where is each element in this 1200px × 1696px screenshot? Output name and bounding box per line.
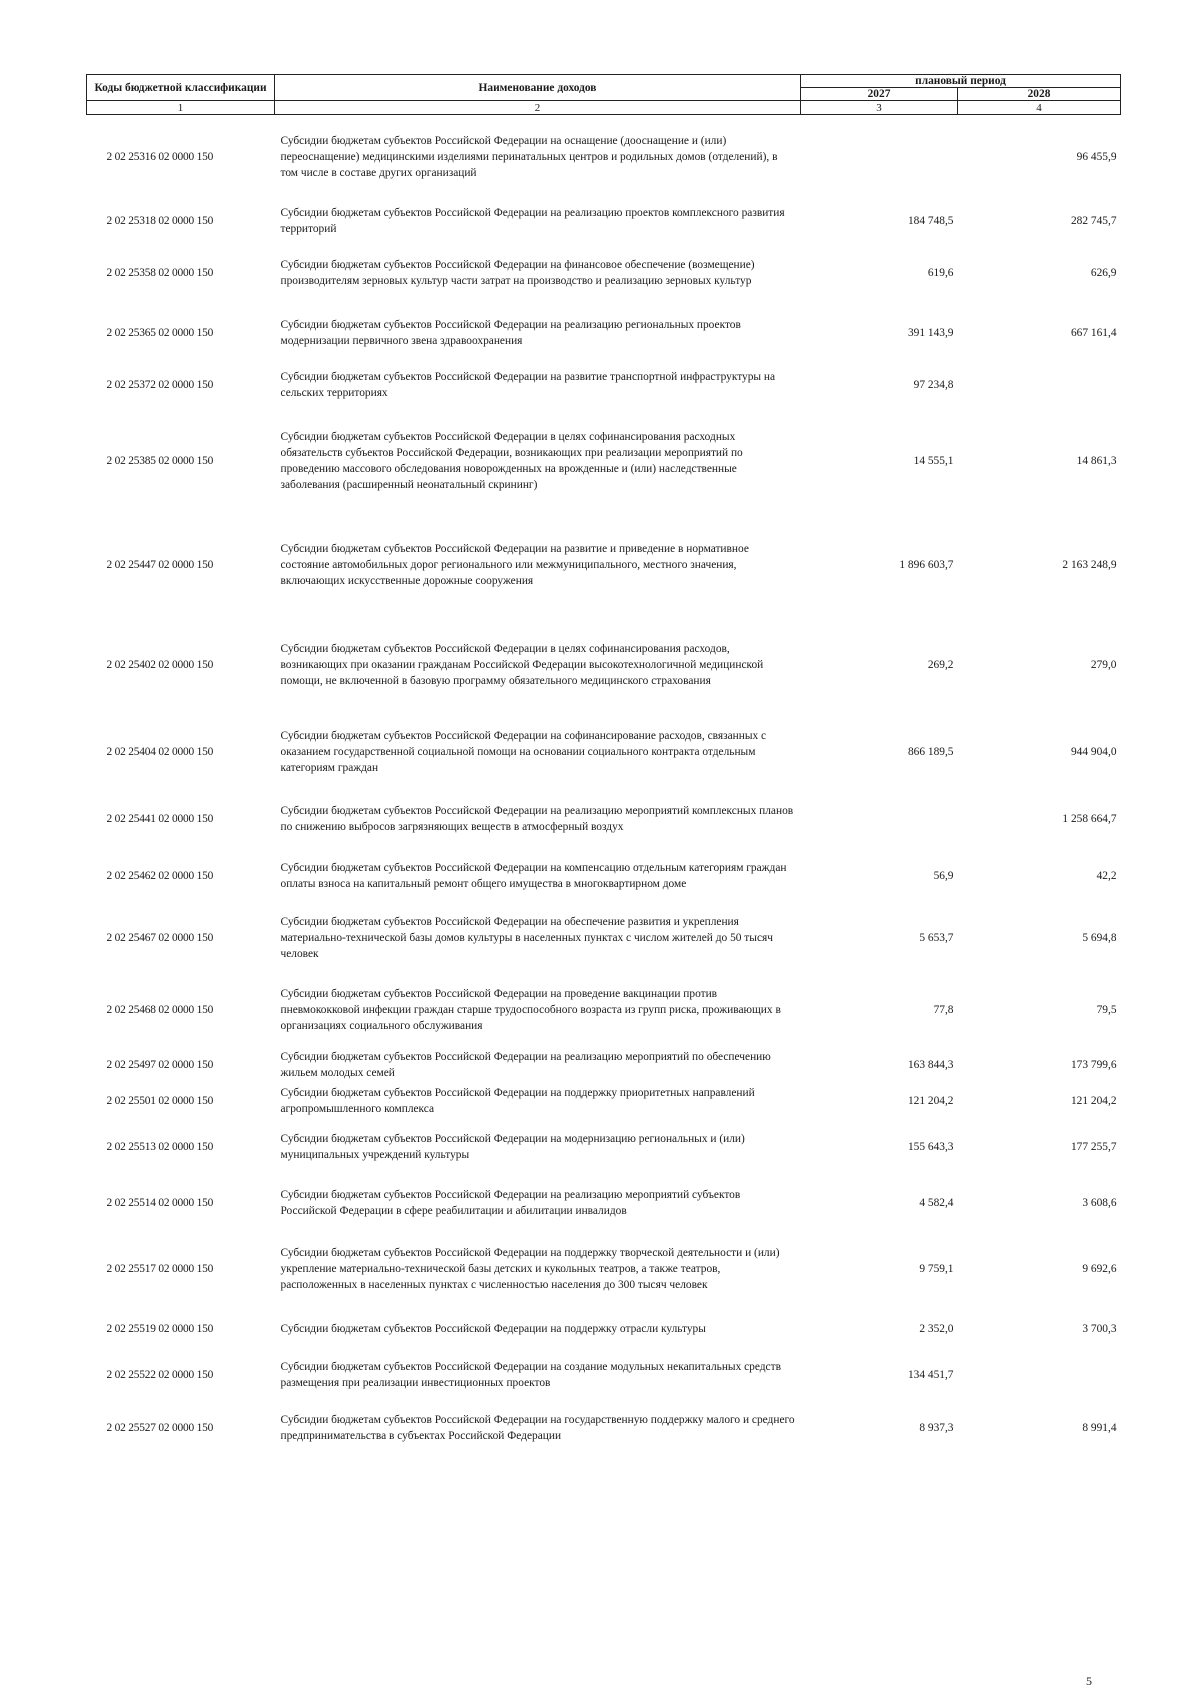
row-value-2027: 9 759,1	[919, 1262, 954, 1275]
row-value-2027: 163 844,3	[907, 1058, 954, 1071]
row-value-2028: 2 163 248,9	[1062, 559, 1117, 571]
row-value-2027: 619,6	[927, 266, 954, 279]
table-header	[87, 75, 1121, 115]
row-value-2028: 9 692,6	[1082, 1262, 1117, 1275]
row-name: Субсидии бюджетам субъектов Российской Федерации на развитие и приведение в нормативное состояние автомобильных дорог регионального или межмуниципального, местного значения, включающих искусственные дорожные сооружения	[280, 543, 749, 587]
table-row	[87, 1048, 1121, 1082]
row-value-2027: 1 896 603,7	[899, 559, 954, 571]
row-name: Субсидии бюджетам субъектов Российской Федерации на реализацию мероприятий субъектов Российской Федерации в сфере реабилитации и абилитации инвалидов	[280, 1188, 741, 1217]
header-year-2028: 2028	[958, 88, 1121, 101]
table-row	[87, 1232, 1121, 1306]
table-row	[87, 1398, 1121, 1459]
row-value-2028: 282 745,7	[1070, 214, 1117, 227]
row-code: 2 02 25316 02 0000 150	[106, 150, 214, 163]
table-row	[87, 115, 1121, 199]
row-value-2028: 944 904,0	[1070, 746, 1117, 758]
row-value-2027: 4 582,4	[919, 1196, 954, 1209]
row-code: 2 02 25501 02 0000 150	[106, 1094, 214, 1107]
row-name: Субсидии бюджетам субъектов Российской Федерации на поддержку отрасли культуры	[280, 1322, 706, 1335]
row-value-2027: 184 748,5	[907, 214, 954, 227]
row-value-2027: 97 234,8	[913, 379, 954, 391]
row-value-2027: 56,9	[933, 869, 954, 882]
row-code: 2 02 25402 02 0000 150	[106, 659, 214, 671]
row-name: Субсидии бюджетам субъектов Российской Федерации на компенсацию отдельным категориям граждан оплаты взноса на капитальный ремонт общего имущества в многоквартирном доме	[280, 861, 787, 890]
row-name: Субсидии бюджетам субъектов Российской Федерации на проведение вакцинации против пневмококковой инфекции граждан старше трудоспособного возраста из групп риска, проживающих в организациях социального обслуживания	[280, 987, 781, 1032]
table-body	[87, 115, 1121, 1459]
row-name: Субсидии бюджетам субъектов Российской Федерации на поддержку творческой деятельности и (или) укрепление материально-технической базы детских и кукольных театров, а также театров, расположенных в населенных пунктах с численностью населения до 300 тысяч человек	[280, 1246, 780, 1291]
row-value-2028: 173 799,6	[1070, 1058, 1117, 1071]
row-code: 2 02 25497 02 0000 150	[106, 1058, 214, 1071]
row-value-2027: 134 451,7	[907, 1368, 954, 1381]
row-code: 2 02 25468 02 0000 150	[106, 1003, 214, 1016]
row-value-2027	[801, 115, 958, 199]
row-value-2028: 1 258 664,7	[1062, 812, 1117, 825]
table-row	[87, 616, 1121, 715]
row-code: 2 02 25527 02 0000 150	[106, 1422, 214, 1434]
row-name: Субсидии бюджетам субъектов Российской Федерации на модернизацию региональных и (или) муниципальных учреждений культуры	[280, 1132, 745, 1161]
row-value-2027: 121 204,2	[907, 1094, 954, 1107]
table-row	[87, 363, 1121, 408]
row-value-2028: 667 161,4	[1070, 326, 1117, 339]
row-code: 2 02 25365 02 0000 150	[106, 326, 214, 339]
row-code: 2 02 25447 02 0000 150	[106, 559, 214, 571]
row-code: 2 02 25514 02 0000 150	[106, 1196, 214, 1209]
row-name: Субсидии бюджетам субъектов Российской Федерации на обеспечение развития и укрепления материально-технической базы домов культуры в населенных пунктах с числом жителей до 50 тысяч человек	[280, 915, 773, 960]
row-name: Субсидии бюджетам субъектов Российской Федерации на создание модульных некапитальных средств размещения при реализации инвестиционных проектов	[280, 1360, 781, 1389]
column-number-4: 4	[958, 101, 1121, 115]
row-name: Субсидии бюджетам субъектов Российской Федерации на оснащение (дооснащение и (или) переоснащение) медицинскими изделиями перинатальных центров и родильных домов (отделений), в том числе в составе других организаций	[280, 134, 778, 179]
row-name: Субсидии бюджетам субъектов Российской Федерации на государственную поддержку малого и среднего предпринимательства в субъектах Российской Федерации	[280, 1414, 795, 1442]
table-row	[87, 1120, 1121, 1174]
table-row	[87, 1306, 1121, 1352]
row-value-2027: 8 937,3	[919, 1422, 954, 1434]
row-name: Субсидии бюджетам субъектов Российской Федерации на реализацию региональных проектов модернизации первичного звена здравоохранения	[280, 318, 741, 347]
row-value-2027: 2 352,0	[919, 1322, 954, 1335]
row-name: Субсидии бюджетам субъектов Российской Федерации на реализацию мероприятий комплексных планов по снижению выбросов загрязняющих веществ в атмосферный воздух	[280, 804, 794, 833]
header-year-2027: 2027	[801, 88, 958, 101]
row-name: Субсидии бюджетам субъектов Российской Федерации на поддержку приоритетных направлений агропромышленного комплекса	[280, 1086, 755, 1115]
row-code: 2 02 25441 02 0000 150	[106, 812, 214, 825]
table-row	[87, 848, 1121, 904]
row-value-2028: 79,5	[1096, 1003, 1117, 1016]
column-number-1: 1	[87, 101, 275, 115]
row-value-2028: 42,2	[1096, 869, 1117, 882]
row-code: 2 02 25522 02 0000 150	[106, 1368, 214, 1381]
table-row	[87, 904, 1121, 972]
row-value-2027: 391 143,9	[907, 326, 954, 339]
table-row	[87, 1082, 1121, 1120]
row-name: Субсидии бюджетам субъектов Российской Федерации в целях софинансирования расходных обязательств субъектов Российской Федерации, возникающих при реализации мероприятий по проведению массового обследования новорожденных на врожденные и (или) наследственные заболевания (расширенный неонатальный скрининг)	[280, 431, 743, 491]
row-code: 2 02 25513 02 0000 150	[106, 1140, 214, 1153]
page-number: 5	[1086, 1674, 1092, 1688]
row-code: 2 02 25385 02 0000 150	[106, 455, 214, 467]
table-row	[87, 303, 1121, 363]
row-name: Субсидии бюджетам субъектов Российской Федерации на реализацию проектов комплексного развития территорий	[280, 206, 785, 235]
row-value-2027: 5 653,7	[919, 931, 954, 944]
row-code: 2 02 25517 02 0000 150	[106, 1262, 214, 1275]
row-value-2028: 14 861,3	[1076, 455, 1117, 467]
row-code: 2 02 25462 02 0000 150	[106, 869, 214, 882]
row-value-2028: 96 455,9	[1076, 150, 1117, 163]
row-value-2027: 14 555,1	[913, 455, 954, 467]
row-value-2028: 177 255,7	[1070, 1140, 1117, 1153]
row-value-2028: 8 991,4	[1082, 1422, 1117, 1434]
table-row	[87, 715, 1121, 790]
row-code: 2 02 25372 02 0000 150	[106, 379, 214, 391]
row-value-2028: 121 204,2	[1070, 1094, 1117, 1107]
table-row	[87, 1174, 1121, 1232]
row-value-2028	[958, 363, 1121, 408]
row-value-2027: 269,2	[927, 659, 954, 671]
column-number-2: 2	[275, 101, 801, 115]
row-name: Субсидии бюджетам субъектов Российской Федерации на реализацию мероприятий по обеспечению жильем молодых семей	[280, 1050, 771, 1079]
row-name: Субсидии бюджетам субъектов Российской Федерации в целях софинансирования расходов, возникающих при оказании гражданам Российской Федерации высокотехнологичной медицинской помощи, не включенной в базовую программу обязательного медицинского страхования	[280, 643, 764, 687]
table-row	[87, 972, 1121, 1048]
row-value-2027: 77,8	[933, 1003, 954, 1016]
row-value-2028: 279,0	[1090, 659, 1117, 671]
row-value-2028	[958, 1352, 1121, 1398]
row-code: 2 02 25318 02 0000 150	[106, 214, 214, 227]
table-row	[87, 1352, 1121, 1398]
table-row	[87, 408, 1121, 515]
header-codes: Коды бюджетной классификации	[87, 75, 275, 101]
row-value-2028: 5 694,8	[1082, 931, 1117, 944]
table-row	[87, 243, 1121, 303]
row-value-2028: 626,9	[1090, 266, 1117, 279]
row-value-2028: 3 608,6	[1082, 1196, 1117, 1209]
row-value-2028: 3 700,3	[1082, 1322, 1117, 1335]
row-name: Субсидии бюджетам субъектов Российской Федерации на финансовое обеспечение (возмещение) производителям зерновых культур части затрат на производство и реализацию зерновых культур	[280, 258, 755, 287]
table-row	[87, 515, 1121, 616]
header-planning-period: плановый период	[801, 75, 1121, 88]
row-value-2027: 155 643,3	[907, 1140, 954, 1153]
row-name: Субсидии бюджетам субъектов Российской Федерации на софинансирование расходов, связанных с оказанием государственной социальной помощи на основании социального контракта отдельным категориям граждан	[280, 730, 767, 774]
row-code: 2 02 25358 02 0000 150	[106, 266, 214, 279]
column-number-3: 3	[801, 101, 958, 115]
row-value-2027	[801, 790, 958, 848]
table-row	[87, 199, 1121, 243]
row-value-2027: 866 189,5	[907, 746, 954, 758]
header-names: Наименование доходов	[275, 75, 801, 101]
table-row	[87, 790, 1121, 848]
row-code: 2 02 25467 02 0000 150	[106, 931, 214, 944]
revenue-table	[86, 74, 1121, 1459]
row-name: Субсидии бюджетам субъектов Российской Федерации на развитие транспортной инфраструктуры на сельских территориях	[280, 371, 776, 399]
row-code: 2 02 25404 02 0000 150	[106, 746, 214, 758]
row-code: 2 02 25519 02 0000 150	[106, 1322, 214, 1335]
